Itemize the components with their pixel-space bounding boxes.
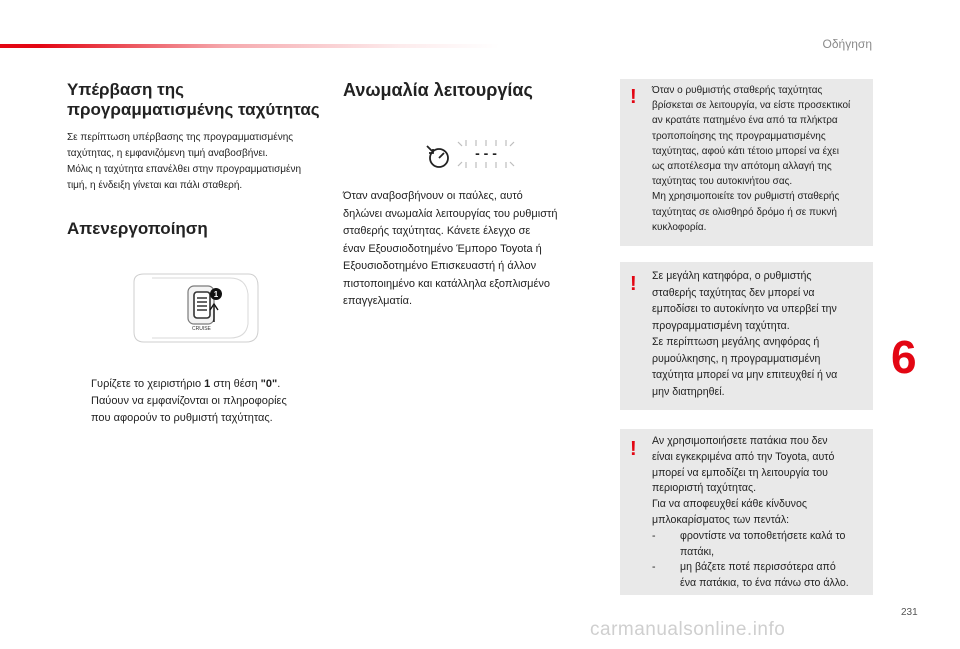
watermark: carmanualsonline.info bbox=[590, 619, 786, 640]
display-dashes: - - - bbox=[475, 145, 497, 161]
heading-deactivation: Απενεργοποίηση bbox=[67, 219, 208, 238]
heading-overspeed bbox=[67, 80, 320, 120]
warning-exclamation-icon: ! bbox=[630, 438, 637, 460]
malfunction-paragraph: Όταν αναβοσβήνουν οι παύλες, αυτό δηλώνει ανωμαλία λειτουργίας του ρυθμιστή σταθερής ταχύτητας. Κάνετε έλεγχο σε έναν Εξουσιοδοτημένο Έμπορο Toyota ή Εξουσιοδοτημένο Επισκευαστή ή άλλον πιστοποιημένο και κατάλληλα εξοπλισμένο επαγγελματία. bbox=[343, 190, 558, 307]
warning-box-2: ! Σε μεγάλη κατηφόρα, ο ρυθμιστής σταθερής ταχύτητας δεν μπορεί να εμποδίσει το αυτοκίνητο να υπερβεί την προγραμματισμένη ταχύτητα. Σε περίπτωση μεγάλης ανηφόρας ή ρυμούλκησης, η προγραμματισμένη ταχύτητα μπορεί να μην επιτευχθεί ή να μην διατηρηθεί. bbox=[620, 262, 873, 410]
speedometer-warning-icon bbox=[416, 138, 526, 172]
warning-box-3: ! Αν χρησιμοποιήσετε πατάκια που δεν είναι εγκεκριμένα από την Toyota, αυτό μπορεί να εμποδίζει τη λειτουργία του περιοριστή ταχύτητας. Για να αποφευχθεί κάθε κίνδυνος μπλοκαρίσματος των πεντάλ: - φροντίστε να τοποθετήσετε καλά το πατάκι, - μη βάζετε ποτέ περισσότερα από ένα πατάκια, το ένα πάνω στο άλλο. bbox=[620, 429, 873, 595]
lever-label: CRUISE bbox=[192, 326, 211, 332]
heading-overspeed-line2: προγραμματισμένης ταχύτητας bbox=[67, 100, 320, 119]
warning-exclamation-icon: ! bbox=[630, 86, 637, 108]
chapter-number: 6 bbox=[891, 331, 917, 383]
overspeed-paragraph: Σε περίπτωση υπέρβασης της προγραμματισμένης ταχύτητας, η εμφανιζόμενη τιμή αναβοσβήνει. Μόλις η ταχύτητα επανέλθει στην προγραμματισμένη τιμή, η ένδειξη γίνεται και πάλι σταθερή. bbox=[67, 132, 302, 191]
lever-badge: 1 bbox=[213, 290, 219, 299]
section-title: Οδήγηση bbox=[822, 37, 872, 51]
deactivation-instruction: Γυρίζετε το χειριστήριο 1 στη θέση "0". Παύουν να εμφανίζονται οι πληροφορίες που αφορούν το ρυθμιστή ταχύτητας. bbox=[91, 378, 287, 424]
page-number: 231 bbox=[901, 607, 918, 618]
list-item: - μη βάζετε ποτέ περισσότερα από ένα πατάκια, το ένα πάνω στο άλλο. bbox=[652, 561, 849, 590]
list-item: - φροντίστε να τοποθετήσετε καλά το πατάκι, bbox=[652, 529, 846, 558]
header-accent-bar bbox=[0, 44, 500, 48]
cruise-control-lever-icon bbox=[130, 268, 265, 348]
heading-overspeed-line1: Υπέρβαση της bbox=[67, 80, 184, 99]
warning-exclamation-icon: ! bbox=[630, 273, 637, 295]
warning-box-1: ! Όταν ο ρυθμιστής σταθερής ταχύτητας βρίσκεται σε λειτουργία, να είστε προσεκτικοί αν κρατάτε πατημένο ένα από τα πλήκτρα τροποποίησης της προγραμματισμένης ταχύτητας, αφού κάτι τέτοιο μπορεί να έχει ως αποτέλεσμα την απότομη αλλαγή της ταχύτητας του αυτοκινήτου σας. Μη χρησιμοποιείτε τον ρυθμιστή σταθερής ταχύτητας σε ολισθηρό δρόμο ή σε πυκνή κυκλοφορία. bbox=[620, 79, 873, 246]
heading-malfunction: Ανωμαλία λειτουργίας bbox=[343, 80, 533, 100]
